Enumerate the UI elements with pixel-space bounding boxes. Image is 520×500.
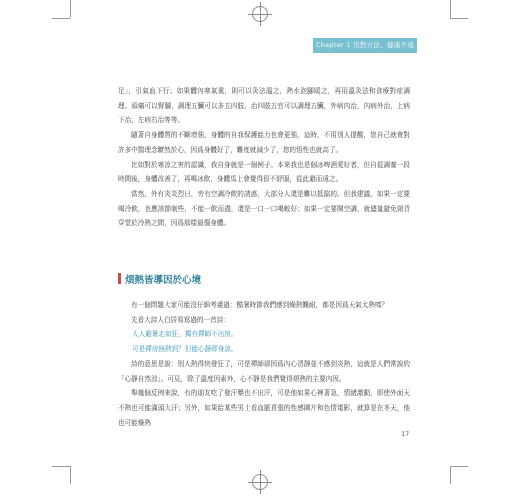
registration-mark-icon [252,474,268,490]
body-text-top [118,84,410,231]
paragraph: 比如對於寒涼之害的認識，我自身就是一個例子。本來我也是個冰啤酒愛好者，但自從調養一段時間後，身體改善了，再喝冰飲，身體馬上會覺得很不舒服，從此避而遠之。 [118,160,410,184]
crop-mark [450,466,451,484]
section-heading [118,273,201,287]
paragraph: 先看大詩人白居易寫過的一首詩： [131,315,230,324]
crop-mark [52,18,70,19]
paragraph: 足」，引氣血下行；如果體內寒氣重，則可以灸法溫之，熱水泡腳暖之，再用溫灸法和食療對症調理。頭痛可以腎腳，調理五臟可以多五四肢，治四肢五官可以調理五臟，外病內治，內病外治，上病下治，左病右治等等。 [118,87,410,125]
chapter-tab: Chapter 1 用對方法，健康不遠 [313,38,417,53]
page-number: 17 [401,430,410,438]
crop-mark [450,18,468,19]
heading-marker-icon [118,273,121,284]
paragraph: 有一個問題大家可能沒仔細考慮過：酷暑時節我們感到燥熱難耐，都是因爲天氣太熱嗎？ [131,301,389,309]
body-text-bottom [118,298,410,430]
paragraph: 詩的意思是說：別人熱得快發狂了，可是禪師卻因爲內心清靜並不感到炎熱，這就是人們常說的「心靜自然涼」。可見，除了溫度因素外，心不靜是我們覺得煩熱的主要內因。 [118,359,410,383]
paragraph: 隨著自身體質的不斷增強，身體的自我保護能力也會更強，這時，不用別人提醒，您自己就會對許多中醫理念瞭然於心，因爲身體好了，難度就減少了，您的悟性也就高了。 [118,131,410,154]
crop-mark [52,466,70,467]
crop-mark [70,0,71,18]
registration-mark-icon [252,6,268,22]
crop-mark [450,0,451,18]
section-heading-text: 煩熱皆導因於心境 [125,275,202,286]
paragraph: 當然，外有炎炎烈日，旁有空調冷飲的誘惑，大部分人還是難以抵擋的。但我建議，如果一定要喝冷飲，也應該節制些，不能一飲而盡，還是一口一口喝較好；如果一定要開空調，就儘量避免頸背穿堂於冷熱之間，因爲那樣最傷身體。 [118,189,410,228]
paragraph: 舉幾個反例來說，有的朋友吃了發汗藥也不出汗，可是他如果心裡著急，情緒激動，即使外面天不熱也可能滿頭大汗；另外，如果給某些男士看血脈賁張的性感圖片和色情電影，就算是在冬天，他也可能燥熱 [118,389,410,427]
crop-mark [450,466,468,467]
poem-line: 可是禪房無熱到？但能心靜即身涼。 [132,345,238,354]
poem-line: 人人避暑走如狂，獨有禪師不出房。 [132,330,238,339]
crop-mark [70,466,71,484]
